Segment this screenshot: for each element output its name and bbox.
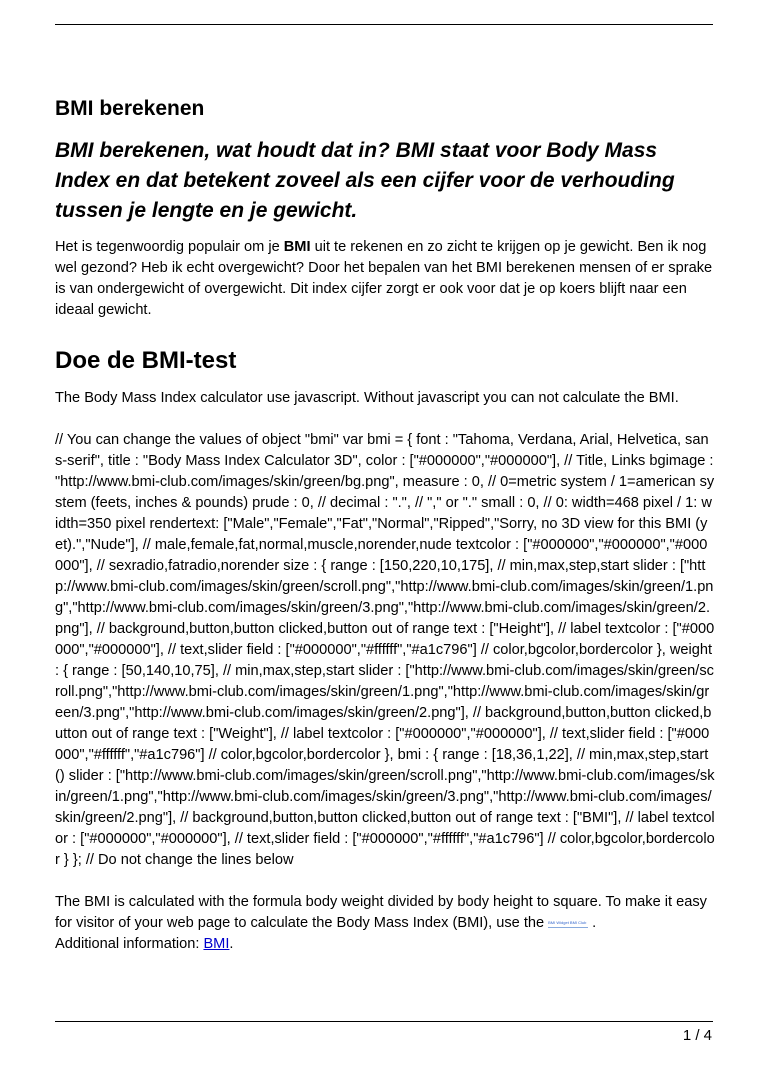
intro-bold-bmi: BMI bbox=[283, 239, 311, 255]
additional-info-label: Additional information: bbox=[55, 936, 204, 952]
formula-text: The BMI is calculated with the formula body weight divided by body height to square. To make it easy for visitor of your web page to calculate the Body Mass Index (BMI), use the bbox=[55, 894, 707, 931]
code-paragraph: // You can change the values of object "bmi" var bmi = { font : "Tahoma, Verdana, Arial, Helvetica, sans-serif", title : "Body Mass Index Calculator 3D", color : ["#000000","#000000"], // Title, Links bgimage : "http://www.bmi-club.com/images/skin/green/bg.png", measure : 0, // 0=metric system / 1=american system (feets, inches & pounds) prude : 0, // decimal : ".", // "," or "." small : 0, // 0: width=468 pixel / 1: width=350 pixel rendertext: ["Male","Female","Fat","Normal","Ripped","Sorry, no 3D view for this BMI (yet).","Nude"], // male,female,fat,normal,muscle,norender,nude textcolor : ["#000000","#000000","#000000"], // sexradio,fatradio,norender size : { range : [150,220,10,175], // min,max,step,start slider : ["http://www.bmi-club.com/images/skin/green/scroll.png","http://www.bmi-club.com/images/skin/green/1.png","http://www.bmi-club.com/images/skin/green/3.png","http://www.bmi-club.com/images/skin/green/2.png"], // background,button,button clicked,button out of range text : ["Height"], // label textcolor : ["#000000","#000000"], // text,slider field : ["#000000","#ffffff","#a1c796"] // color,bgcolor,bordercolor }, weight : { range : [50,140,10,75], // min,max,step,start slider : ["http://www.bmi-club.com/images/skin/green/scroll.png","http://www.bmi-club.com/images/skin/green/1.png","http://www.bmi-club.com/images/skin/green/3.png","http://www.bmi-club.com/images/skin/green/2.png"], // background,button,button clicked,button out of range text : ["Weight"], // label textcolor : ["#000000","#000000"], // text,slider field : ["#000000","#ffffff","#a1c796"] // color,bgcolor,bordercolor }, bmi : { range : [18,36,1,22], // min,max,step,start () slider : ["http://www.bmi-club.com/images/skin/green/scroll.png","http://www.bmi-club.com/images/skin/green/1.png","http://www.bmi-club.com/images/skin/green/3.png","http://www.bmi-club.com/images/skin/green/2.png"], // background,button,button clicked,button out of range text : ["BMI"], // label textcolor : ["#000000","#000000"], // text,slider field : ["#000000","#ffffff","#a1c796"] // color,bgcolor,bordercolor } }; // Do not change the lines below bbox=[55, 432, 715, 868]
document-body bbox=[55, 96, 715, 955]
intro-before: Het is tegenwoordig populair om je bbox=[55, 239, 284, 255]
section-heading: Doe de BMI-test bbox=[55, 347, 237, 374]
intro-after: uit te rekenen en zo zicht te krijgen op je gewicht. Ben ik nog wel gezond? Heb ik echt overgewicht? Door het bepalen van het BMI berekenen mensen of er sprake is van ondergewicht of overgewicht. Dit index cijfer zorgt er ook voor dat je op koers blijft naar een ideaal gewicht. bbox=[55, 239, 713, 318]
footer-rule bbox=[55, 1021, 713, 1022]
page-subtitle: BMI berekenen, wat houdt dat in? BMI staat voor Body Mass Index en dat betekent zoveel als een cijfer voor de verhouding tussen je lengte en je gewicht. bbox=[55, 139, 675, 222]
bmi-widget-link[interactable]: BMI Widget BMI Club bbox=[548, 919, 588, 928]
intro-paragraph bbox=[55, 237, 715, 321]
page-title: BMI berekenen bbox=[55, 97, 205, 120]
page-number: 1 / 4 bbox=[682, 1027, 712, 1044]
header-rule bbox=[55, 24, 713, 25]
formula-paragraph bbox=[55, 892, 715, 955]
bmi-link[interactable]: BMI bbox=[203, 936, 230, 952]
javascript-notice: The Body Mass Index calculator use javascript. Without javascript you can not calculate the BMI. bbox=[55, 390, 679, 406]
formula-period: . bbox=[592, 915, 597, 931]
additional-info-suffix: . bbox=[229, 936, 234, 952]
